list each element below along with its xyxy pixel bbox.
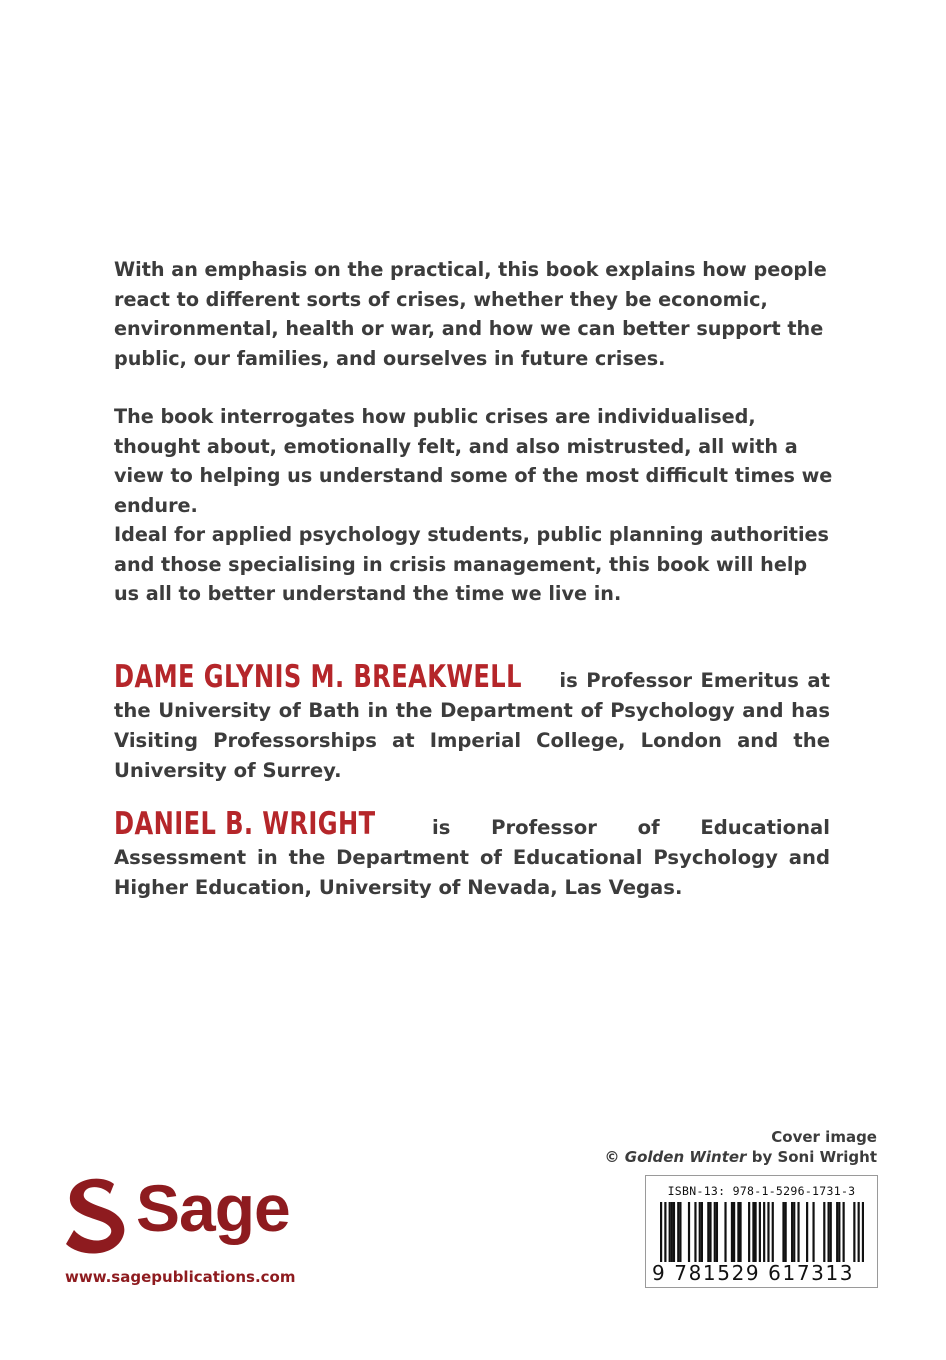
- barcode-bar: [748, 1202, 750, 1262]
- isbn-barcode: [645, 1175, 878, 1288]
- barcode-bar: [752, 1202, 754, 1262]
- author-bio-text: is Professor Emeritus at the University of Bath in the Department of Psychology and has Visiting Professorships at Imperial College, London and the University of Surrey.: [114, 669, 830, 782]
- barcode-bar: [731, 1202, 733, 1262]
- barcode-bar: [830, 1202, 832, 1262]
- barcode-bar: [733, 1202, 735, 1262]
- barcode-bar: [853, 1202, 855, 1262]
- barcode-bar: [660, 1202, 662, 1262]
- barcode-bar: [709, 1202, 711, 1262]
- blurb-paragraph-1: With an emphasis on the practical, this book explains how people react to different sorts of crises, whether they be economic, environmental, health or war, and how we can better support the public, our families, and ourselves in future crises.: [114, 258, 827, 370]
- barcode-bar: [737, 1202, 739, 1262]
- barcode-bar: [673, 1202, 675, 1262]
- barcode-bar: [707, 1202, 709, 1262]
- barcode-bars: [660, 1202, 864, 1262]
- blurb-paragraph-2: The book interrogates how public crises are individualised, thought about, emotionally felt, and also mistrusted, all with a view to helping us understand some of the most difficult times we endure.: [114, 405, 833, 517]
- author-name: DAME GLYNIS M. BREAKWELL: [114, 659, 522, 695]
- barcode-bar: [701, 1202, 703, 1262]
- barcode-bar: [677, 1202, 679, 1262]
- barcode-digits: 9 781529 617313: [652, 1261, 855, 1285]
- barcode-bar: [797, 1202, 799, 1262]
- author-bio-1: [114, 659, 830, 786]
- barcode-bar: [838, 1202, 840, 1262]
- barcode-bar: [724, 1202, 726, 1262]
- barcode-bar: [739, 1202, 741, 1262]
- barcode-bar: [827, 1202, 829, 1262]
- barcode-bar: [858, 1202, 860, 1262]
- credit-heading: Cover image: [771, 1128, 877, 1146]
- cover-image-credit: [605, 1127, 877, 1167]
- sage-s-icon: [64, 1176, 128, 1254]
- barcode-bar: [694, 1202, 696, 1262]
- barcode-bar: [714, 1202, 716, 1262]
- barcode-bar: [759, 1202, 761, 1262]
- author-name: DANIEL B. WRIGHT: [114, 806, 376, 842]
- barcode-bar: [772, 1202, 774, 1262]
- barcode-bar: [862, 1202, 864, 1262]
- barcode-bar: [806, 1202, 808, 1262]
- barcode-bar: [688, 1202, 690, 1262]
- barcode-bar: [767, 1202, 769, 1262]
- barcode-bar: [836, 1202, 838, 1262]
- barcode-bar: [823, 1202, 825, 1262]
- artwork-title: Golden Winter: [624, 1148, 747, 1166]
- barcode-bar: [699, 1202, 701, 1262]
- copyright-symbol: ©: [604, 1148, 620, 1166]
- barcode-bar: [679, 1202, 681, 1262]
- isbn-label: ISBN-13: 978-1-5296-1731-3: [667, 1184, 856, 1198]
- barcode-bar: [843, 1202, 845, 1262]
- barcode-bar: [716, 1202, 718, 1262]
- barcode-bar: [782, 1202, 784, 1262]
- author-bio-text: is Professor of Educational Assessment in the Department of Educational Psychology and Higher Education, University of Nevada, Las Vegas.: [114, 816, 830, 899]
- barcode-bar: [791, 1202, 793, 1262]
- artist-credit: by Soni Wright: [751, 1148, 877, 1166]
- sage-logo: [64, 1171, 304, 1256]
- blurb-paragraph-3: Ideal for applied psychology students, public planning authorities and those specialising in crisis management, this book will help us all to better understand the time we live in.: [114, 523, 829, 605]
- barcode-bar: [763, 1202, 765, 1262]
- barcode-bar: [671, 1202, 673, 1262]
- publisher-url[interactable]: www.sagepublications.com: [65, 1268, 296, 1286]
- barcode-bar: [812, 1202, 814, 1262]
- barcode-bar: [793, 1202, 795, 1262]
- sage-wordmark: Sage: [136, 1171, 290, 1245]
- barcode-bar: [664, 1202, 666, 1262]
- credit-line: [605, 1147, 877, 1167]
- author-bio-2: [114, 806, 830, 903]
- barcode-bar: [754, 1202, 756, 1262]
- barcode-bar: [785, 1202, 787, 1262]
- barcode-bar: [669, 1202, 671, 1262]
